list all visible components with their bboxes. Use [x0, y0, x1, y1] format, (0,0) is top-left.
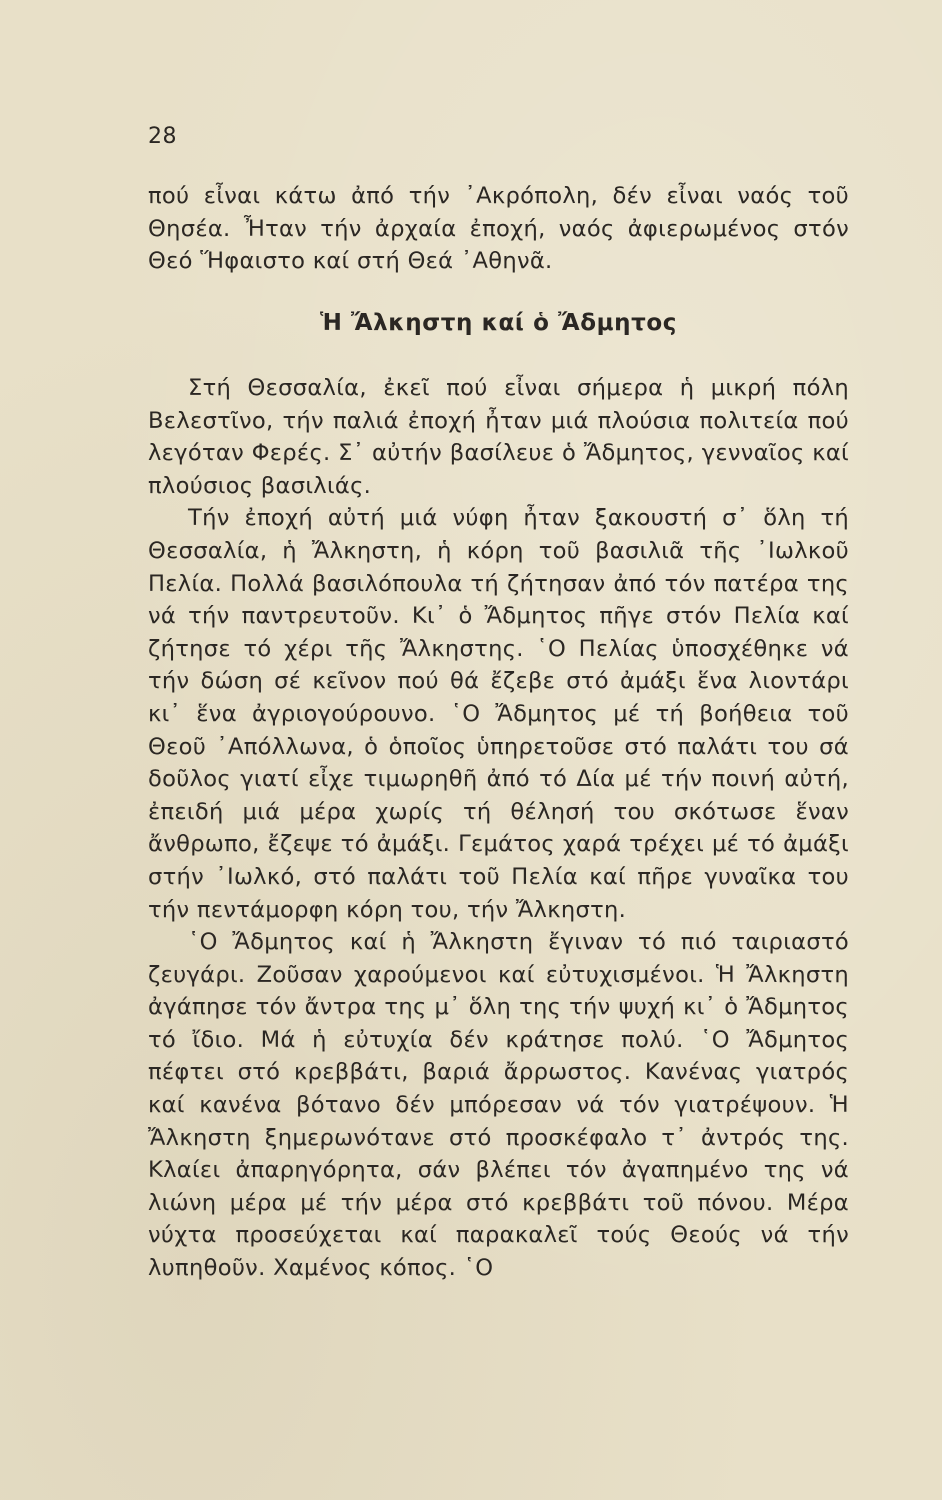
intro-text: πού εἶναι κάτω ἀπό τήν ᾽Ακρόπολη, δέν εἶναι ναός τοῦ Θησέα. Ἦταν τήν ἀρχαία ἐποχή, ναός ἀφιερωμένος στόν Θεό Ἥφαιστο καί στή Θεά ᾽Αθηνᾶ. — [148, 183, 849, 275]
section-body — [148, 372, 849, 1285]
paragraph-3: ῾Ο Ἄδμητος καί ἡ Ἄλκηστη ἔγιναν τό πιό ταιριαστό ζευγάρι. Ζοῦσαν χαρούμενοι καί εὐτυχισμένοι. Ἡ Ἄλκηστη ἀγάπησε τόν ἄντρα της μ᾽ ὅλη της τήν ψυχή κι᾽ ὁ Ἄδμητος τό ἴδιο. Μά ἡ εὐτυχία δέν κράτησε πολύ. ῾Ο Ἄδμητος πέφτει στό κρεββάτι, βαριά ἄρρωστος. Κανένας γιατρός καί κανένα βότανο δέν μπόρεσαν νά τόν γιατρέψουν. Ἡ Ἄλκηστη ξημερωνότανε στό προσκέφαλο τ᾽ ἀντρός της. Κλαίει ἀπαρηγόρητα, σάν βλέπει τόν ἀγαπημένο της νά λιώνη μέρα μέ τήν μέρα στό κρεββάτι τοῦ πόνου. Μέρα νύχτα προσεύχεται καί παρακαλεῖ τούς Θεούς νά τήν λυπηθοῦν. Χαμένος κόπος. ῾Ο — [148, 929, 849, 1282]
section-heading: Ἡ Ἄλκηστη καί ὁ Ἄδμητος — [319, 310, 678, 336]
paragraph-1: Στή Θεσσαλία, ἐκεῖ πού εἶναι σήμερα ἡ μικρή πόλη Βελεστῖνο, τήν παλιά ἐποχή ἦταν μιά πλούσια πολιτεία πού λεγόταν Φερές. Σ᾽ αὐτήν βασίλευε ὁ Ἄδμητος, γενναῖος καί πλούσιος βασιλιάς. — [148, 375, 849, 499]
intro-paragraph — [148, 180, 849, 278]
page-number: 28 — [148, 124, 177, 149]
paragraph-2: Τήν ἐποχή αὐτή μιά νύφη ἦταν ξακουστή σ᾽ ὅλη τή Θεσσαλία, ἡ Ἄλκηστη, ἡ κόρη τοῦ βασιλιᾶ τῆς ᾽Ιωλκοῦ Πελία. Πολλά βασιλόπουλα τή ζήτησαν ἀπό τόν πατέρα της νά τήν παντρευτοῦν. Κι᾽ ὁ Ἄδμητος πῆγε στόν Πελία καί ζήτησε τό χέρι τῆς Ἄλκηστης. ῾Ο Πελίας ὑποσχέθηκε νά τήν δώση σέ κεῖνον πού θά ἔζεβε στό ἀμάξι ἕνα λιοντάρι κι᾽ ἕνα ἀγριογούρουνο. ῾Ο Ἄδμητος μέ τή βοήθεια τοῦ Θεοῦ ᾽Απόλλωνα, ὁ ὁποῖος ὑπηρετοῦσε στό παλάτι του σά δοῦλος γιατί εἶχε τιμωρηθῆ ἀπό τό Δία μέ τήν ποινή αὐτή, ἐπειδή μιά μέρα χωρίς τή θέλησή του σκότωσε ἕναν ἄνθρωπο, ἔζεψε τό ἀμάξι. Γεμάτος χαρά τρέχει μέ τό ἀμάξι στήν ᾽Ιωλκό, στό παλάτι τοῦ Πελία καί πῆρε γυναῖκα του τήν πεντάμορφη κόρη του, τήν Ἄλκηστη. — [148, 505, 849, 923]
